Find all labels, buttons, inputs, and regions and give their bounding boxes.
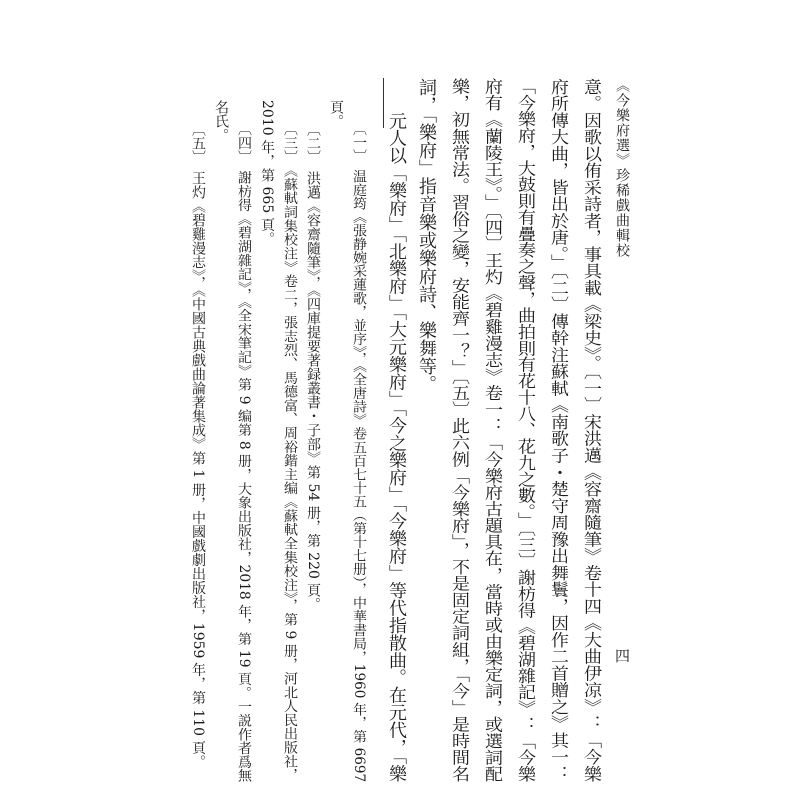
footnote-line: 〔二〕 洪邁《容齋隨筆》，《四庫提要著録叢書・子部》第 54 册，第 220 頁。 [305,122,321,612]
body-line: 樂，初無常法。習俗之變，安能齊一？」〔五〕此六例「今樂府」，不是固定詞組，「今」是時間名 [449,78,470,783]
footnote-line: 頁。 [328,100,344,128]
footnote-line: 〔一〕 温庭筠《張静婉采蓮歌，並序》，《全唐詩》卷五百七十五（第十七册），中華書局，1960 年，第 6697 [351,122,367,783]
body-line: 「今樂府，大鼓則有疊奏之聲，曲拍則有花十八、花九之數。」〔三〕謝枋得《碧湖雜記》：「今樂 [515,78,536,783]
body-line: 府有《蘭陵王》。」〔四〕王灼《碧雞漫志》卷一：「今樂府古題具在，當時或由樂定詞，或選詞配 [482,78,503,783]
body-line: 府所傳大曲，皆出於唐。」〔二〕傳幹注蘇軾《南歌子・楚守周豫出舞鬟，因作二首贈之》其一： [548,78,569,782]
footnote-line: 〔五〕 王灼《碧雞漫志》，《中國古典戲曲論著集成》第 1 册，中國戲劇出版社，1959 年，第 110 頁。 [190,122,206,769]
footnote-line: 〔四〕 謝枋得《碧湖雜記》，《全宋筆記》第 9 编第 8 册，大象出版社，2018 年，第 19 頁。一説作者爲無 [236,122,252,783]
page-number: 四 [613,648,631,663]
running-title: 《今樂府選》珍稀戲曲輯校 [614,78,630,258]
footnote-line: 名氏。 [213,100,229,142]
body-line: 元人以「樂府」「北樂府」「大元樂府」「今之樂府」「今樂府」等代指散曲。在元代，「樂 [386,112,407,782]
body-line: 詞，「樂府」指音樂或樂府詩、樂舞等。 [416,78,437,393]
footnote-line: 〔三〕 《蘇軾詞集校注》卷二，張志烈、馬德富、周裕鍇主编《蘇軾全集校注》，第 9 册，河北人民出版社， [282,122,298,782]
body-line: 意。因歌以侑采詩者，事具載《梁史》。〔一〕宋洪邁《容齋隨筆》卷十四《大曲伊凉》：「今樂 [581,78,602,782]
footnote-rule [383,78,384,128]
footnote-line: 2010 年，第 665 頁。 [259,100,275,246]
